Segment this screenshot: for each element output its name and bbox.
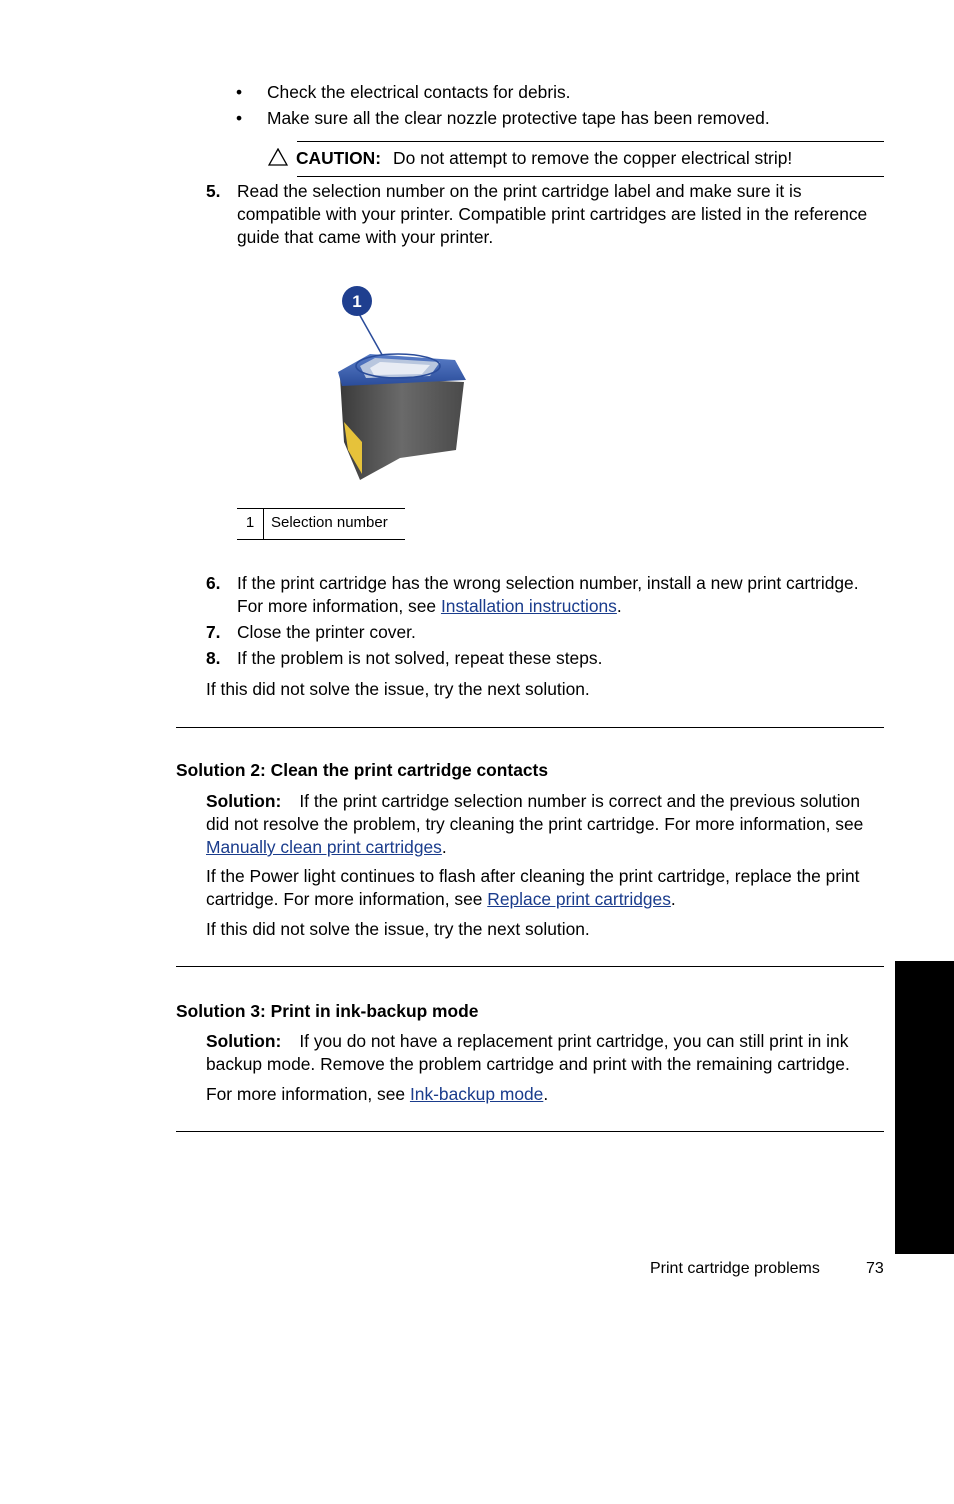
- bullet-marker: •: [236, 108, 243, 128]
- section-divider: [176, 1131, 884, 1132]
- solution-2-text-a: If the print cartridge selection number is correct and the previous solution did not resolve the problem, try cleaning the print cartridge. For more information, see: [206, 791, 864, 834]
- solution-2-heading: Solution 2: Clean the print cartridge contacts: [176, 760, 549, 780]
- step-6-text-a: If the print cartridge has the wrong selection number, install a new print cartridge. For more information, see: [237, 573, 859, 616]
- solution-3-text: [206, 1030, 886, 1076]
- solution-3-heading: Solution 3: Print in ink-backup mode: [176, 1001, 479, 1021]
- page-number: 73: [866, 1260, 884, 1277]
- installation-instructions-link[interactable]: Installation instructions: [440, 596, 617, 616]
- chapter-side-tab: [895, 961, 954, 1504]
- solution-3-text-body: If you do not have a replacement print cartridge, you can still print in ink backup mode. Remove the problem cartridge and print with the remaining cartridge.: [206, 1031, 850, 1074]
- step-number: 7.: [206, 622, 221, 642]
- solution-label: Solution:: [206, 1031, 282, 1051]
- manually-clean-link[interactable]: Manually clean print cartridges: [206, 837, 442, 857]
- bullet-item: Make sure all the clear nozzle protective tape has been removed.: [267, 108, 770, 128]
- caption-label: Selection number: [271, 514, 388, 531]
- solution-2-p2-b: .: [670, 889, 676, 909]
- solution-2-paragraph-2: [206, 865, 886, 911]
- solution-2-p2-a: If the Power light continues to flash after cleaning the print cartridge, replace the print cartridge. For more information, see: [206, 866, 860, 909]
- print-cartridge-image: [330, 282, 475, 487]
- step-number: 6.: [206, 573, 221, 593]
- section-divider: [176, 727, 884, 728]
- figure-caption-table: [237, 508, 405, 540]
- bullet-item: Check the electrical contacts for debris.: [267, 82, 571, 102]
- caution-top-rule: [297, 141, 884, 142]
- step-6-text: [237, 572, 887, 618]
- section-divider: [176, 966, 884, 967]
- step-number: 5.: [206, 181, 221, 201]
- step-6-text-b: .: [616, 596, 622, 616]
- solution-3-paragraph-2: [206, 1083, 886, 1106]
- step-number: 8.: [206, 648, 221, 668]
- ink-backup-mode-link[interactable]: Ink-backup mode: [409, 1084, 544, 1104]
- caution-triangle-icon: [268, 148, 288, 166]
- solution-3-p2-b: .: [543, 1084, 549, 1104]
- solution-label: Solution:: [206, 791, 282, 811]
- step-5-text: Read the selection number on the print cartridge label and make sure it is compatible with your printer. Compatible print cartridges are listed in the reference guide that came with your printer.: [237, 181, 868, 247]
- solution-2-text: [206, 790, 886, 859]
- footer-section-title: Print cartridge problems: [650, 1260, 820, 1277]
- caption-number: 1: [237, 509, 264, 539]
- step-8-text: If the problem is not solved, repeat these steps.: [237, 648, 603, 668]
- solution-3-p2-a: For more information, see: [206, 1084, 410, 1104]
- caution-note: [268, 147, 792, 170]
- step-7-text: Close the printer cover.: [237, 622, 416, 642]
- caution-bottom-rule: [297, 176, 884, 177]
- callout-number: 1: [352, 292, 362, 311]
- solution-2-text-b: .: [441, 837, 447, 857]
- next-solution-text: If this did not solve the issue, try the next solution.: [206, 679, 590, 699]
- bullet-marker: •: [236, 82, 243, 102]
- caution-text: Do not attempt to remove the copper electrical strip!: [393, 148, 793, 168]
- caution-label: CAUTION:: [296, 148, 382, 168]
- next-solution-text: If this did not solve the issue, try the next solution.: [206, 919, 590, 939]
- chapter-tab-label: Troubleshooting: [906, 1386, 923, 1504]
- replace-cartridges-link[interactable]: Replace print cartridges: [487, 889, 671, 909]
